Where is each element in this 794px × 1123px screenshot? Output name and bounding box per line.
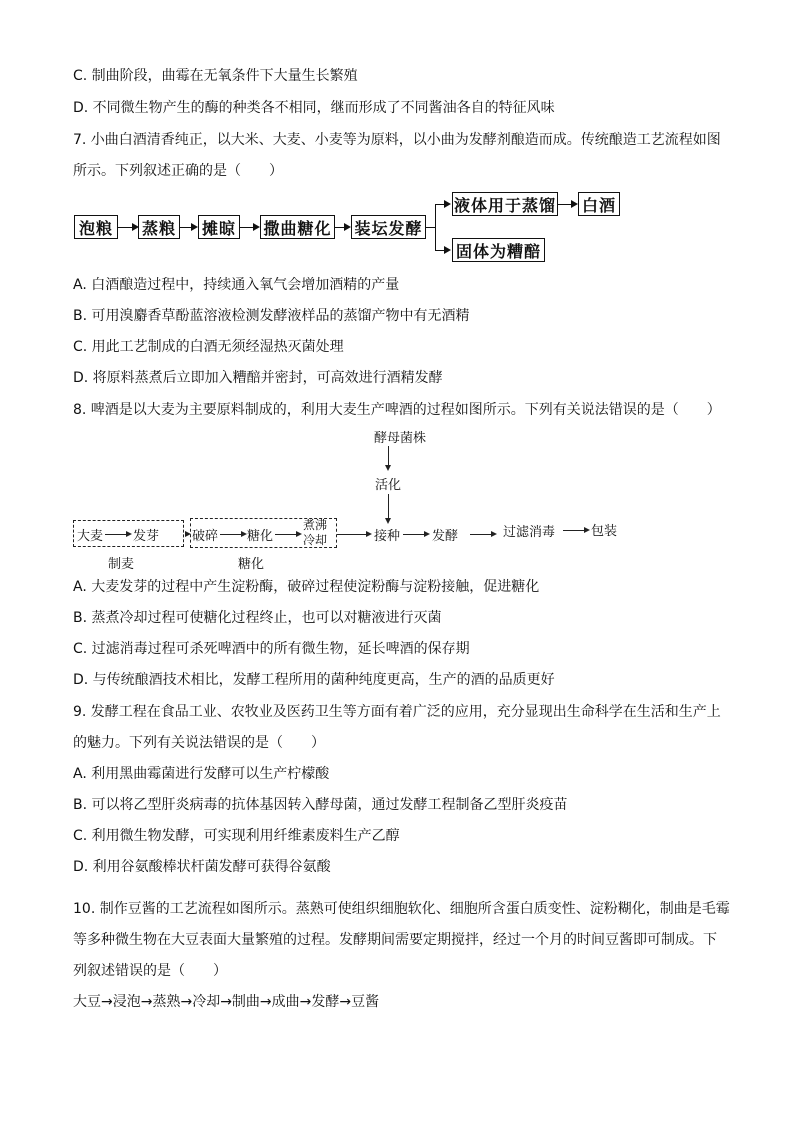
arrow-head-icon [424, 531, 430, 537]
down-line [388, 494, 389, 519]
node-yeast-strain: 酵母菌株 [374, 431, 427, 446]
q10-flow-text: 大豆→浸泡→蒸熟→冷却→制曲→成曲→发酵→豆酱 [73, 994, 380, 1010]
node-cool: 冷却 [303, 533, 328, 547]
q9-option-b: B. 可以将乙型肝炎病毒的抗体基因转入酵母菌，通过发酵工程制备乙型肝炎疫苗 [73, 797, 568, 813]
branch-vertical [435, 204, 436, 250]
q8-stem: 8. 啤酒是以大麦为主要原料制成的，利用大麦生产啤酒的过程如图所示。下列有关说法错误的是（ ） [73, 402, 721, 418]
q10-stem-line2: 等多种微生物在大豆表面大量繁殖的过程。发酵期间需要定期搅拌，经过一个月的时间豆酱即可制成。下 [73, 932, 717, 948]
flow-box-residue: 固体为糟醅 [452, 238, 545, 262]
arrow-down-icon [385, 465, 391, 471]
node-package: 包装 [591, 524, 618, 539]
arrow-head-icon [253, 223, 260, 231]
flow-arrow [563, 530, 585, 531]
q7-option-c: C. 用此工艺制成的白酒无须经湿热灭菌处理 [73, 339, 344, 355]
down-line [388, 446, 389, 466]
arrow-head-icon [584, 527, 590, 533]
q8-option-a: A. 大麦发芽的过程中产生淀粉酶，破碎过程使淀粉酶与淀粉接触，促进糖化 [73, 579, 540, 595]
flow-box-soak: 泡粮 [74, 215, 118, 239]
node-activate: 活化 [375, 478, 402, 493]
flow-arrow [337, 534, 367, 535]
flow-box-jar-ferment: 装坛发酵 [351, 215, 426, 239]
node-ferment: 发酵 [432, 529, 459, 544]
flow-box-steam: 蒸粮 [138, 215, 180, 239]
arrow-down-icon [385, 518, 391, 524]
flow-box-saccharify: 撒曲糖化 [260, 215, 335, 239]
group-label-saccharification: 糖化 [238, 557, 265, 572]
q10-stem-line3: 列叙述错误的是（ ） [73, 963, 227, 979]
q6-option-c: C. 制曲阶段，曲霉在无氧条件下大量生长繁殖 [73, 68, 358, 84]
q9-stem-line1: 9. 发酵工程在食品工业、农牧业及医药卫生等方面有着广泛的应用，充分显现出生命科学在生活和生产上 [73, 704, 721, 720]
group-label-malting: 制麦 [108, 557, 135, 572]
flow-arrow [558, 204, 572, 205]
flow-arrow [403, 534, 425, 535]
node-barley: 大麦 [77, 529, 104, 544]
arrow-head-icon [444, 246, 451, 254]
q10-stem-line1: 10. 制作豆酱的工艺流程如图所示。蒸熟可使组织细胞软化、细胞所含蛋白质变性、淀粉糊化，制曲是毛霉 [73, 901, 730, 917]
flow-box-distill: 液体用于蒸馏 [452, 192, 558, 216]
node-boil: 煮沸 [303, 518, 328, 532]
q9-option-d: D. 利用谷氨酸棒状杆菌发酵可获得谷氨酸 [73, 859, 331, 875]
node-crush: 破碎 [192, 529, 219, 544]
flow-box-liquor: 白酒 [578, 192, 620, 216]
q8-option-c: C. 过滤消毒过程可杀死啤酒中的所有微生物，延长啤酒的保存期 [73, 641, 470, 657]
flow-box-spread-cool: 摊晾 [198, 215, 240, 239]
arrow-head-icon [571, 200, 578, 208]
flow-arrow [105, 534, 127, 535]
flow-arrow [220, 534, 242, 535]
node-filter-sterilize: 过滤消毒 [503, 525, 556, 540]
q7-option-a: A. 白酒酿造过程中，持续通入氧气会增加酒精的产量 [73, 277, 400, 293]
arrow-head-icon [491, 531, 497, 537]
q9-stem-line2: 的魅力。下列有关说法错误的是（ ） [73, 735, 325, 751]
q7-stem-line2: 所示。下列叙述正确的是（ ） [73, 163, 283, 179]
node-saccharify: 糖化 [247, 529, 274, 544]
q7-option-d: D. 将原料蒸煮后立即加入糟醅并密封，可高效进行酒精发酵 [73, 370, 443, 386]
q9-option-a: A. 利用黑曲霉菌进行发酵可以生产柠檬酸 [73, 766, 330, 782]
arrow-head-icon [126, 531, 132, 537]
q9-option-c: C. 利用微生物发酵，可实现利用纤维素废料生产乙醇 [73, 828, 400, 844]
arrow-head-icon [191, 223, 198, 231]
q7-option-b: B. 可用溴麝香草酚蓝溶液检测发酵液样品的蒸馏产物中有无酒精 [73, 308, 470, 324]
flow-arrow [275, 534, 297, 535]
arrow-head-icon [366, 531, 372, 537]
flow-arrow [470, 534, 492, 535]
q8-option-b: B. 蒸煮冷却过程可使糖化过程终止，也可以对糖液进行灭菌 [73, 610, 442, 626]
node-inoculate: 接种 [374, 529, 401, 544]
q7-stem-line1: 7. 小曲白酒清香纯正，以大米、大麦、小麦等为原料，以小曲为发酵剂酿造而成。传统酿造工艺流程如图 [73, 132, 721, 148]
arrow-head-icon [296, 531, 302, 537]
node-sprout: 发芽 [133, 529, 160, 544]
arrow-head-icon [444, 200, 451, 208]
q6-option-d: D. 不同微生物产生的酶的种类各不相同，继而形成了不同酱油各自的特征风味 [73, 100, 555, 116]
arrow-head-icon [344, 223, 351, 231]
flow-arrow [240, 227, 254, 228]
q8-option-d: D. 与传统酿酒技术相比，发酵工程所用的菌种纯度更高，生产的酒的品质更好 [73, 672, 555, 688]
